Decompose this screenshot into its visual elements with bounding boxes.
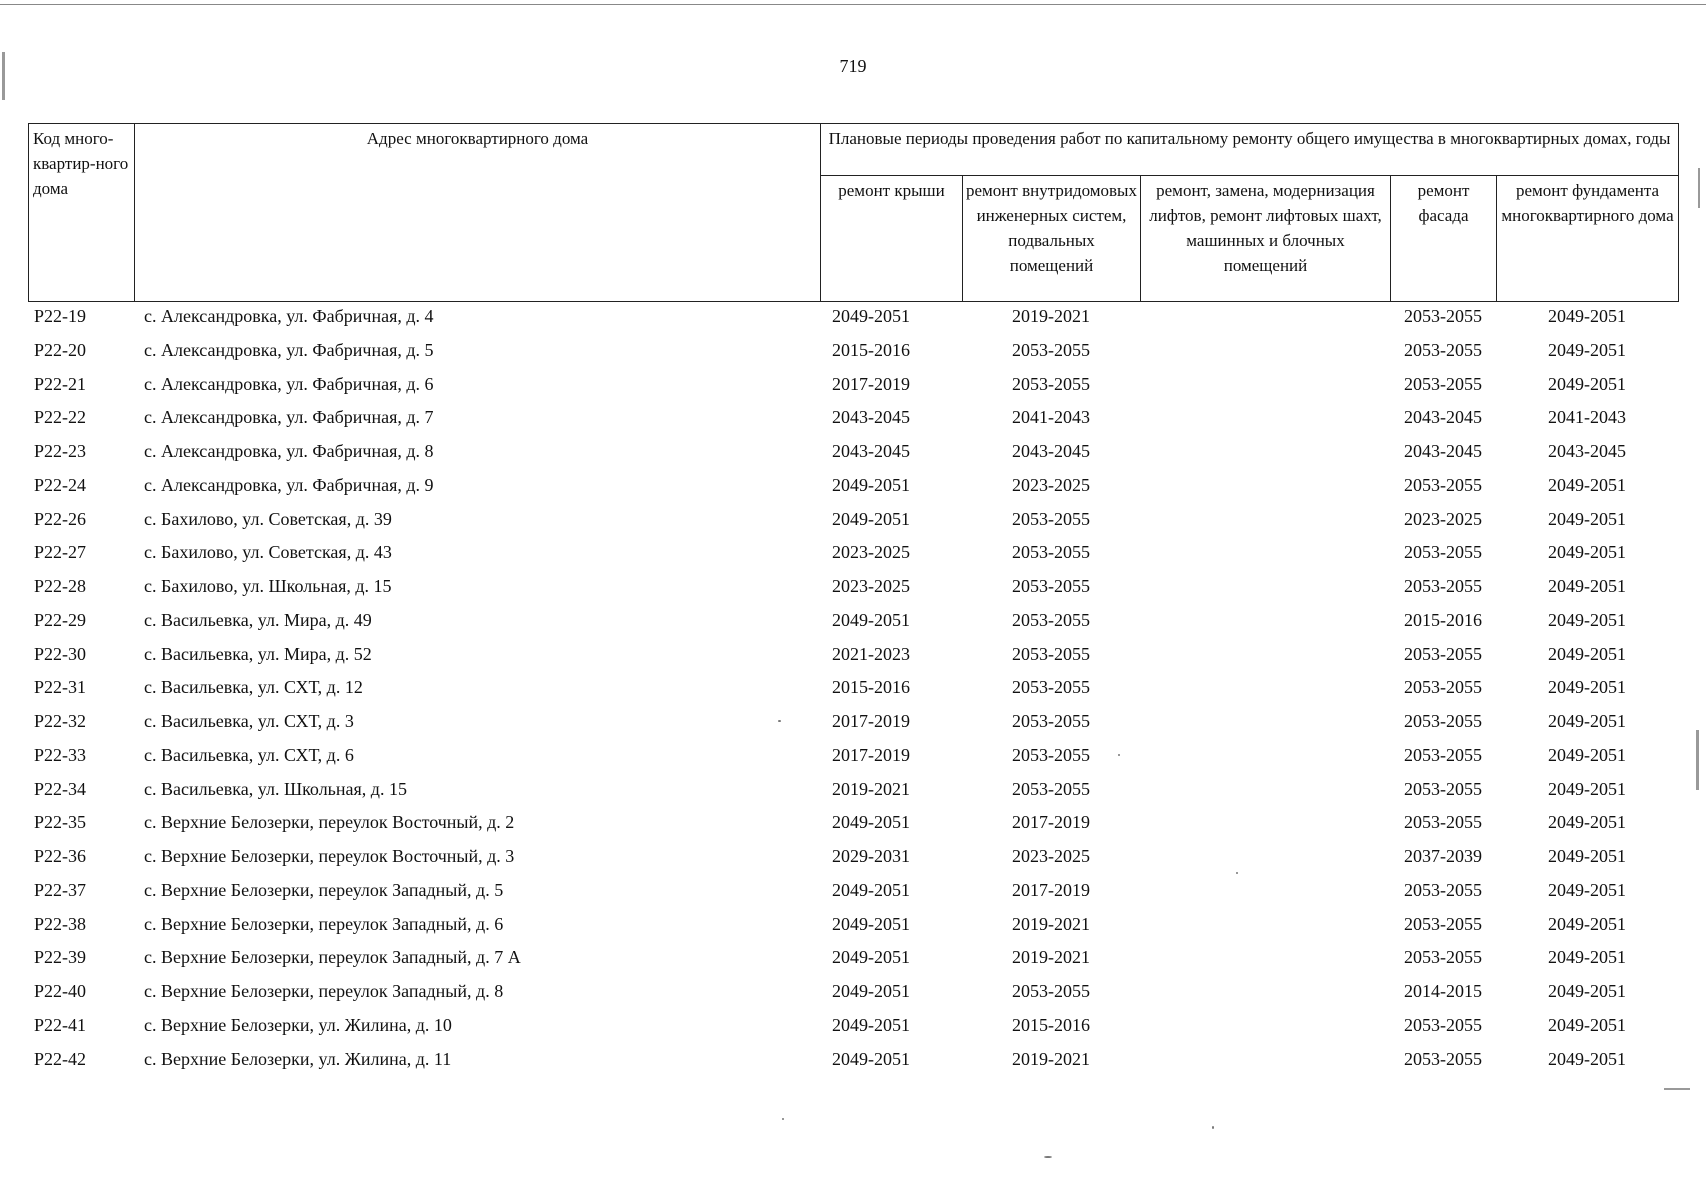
cell-address: с. Верхние Белозерки, переулок Западный, д. 8 (144, 981, 504, 1001)
cell-code: Р22-30 (34, 643, 87, 664)
table-row (28, 947, 1678, 981)
cell-engineering: 2017-2019 (1012, 879, 1090, 900)
cell-engineering: 2053-2055 (1012, 576, 1090, 596)
cell-roof: 2043-2045 (832, 441, 910, 461)
cell-address: с. Верхние Белозерки, ул. Жилина, д. 11 (144, 1048, 452, 1069)
cell-facade: 2053-2055 (1404, 879, 1482, 900)
scan-edge-mark (1664, 1088, 1690, 1090)
cell-foundation: 2049-2051 (1548, 373, 1626, 394)
cell-elevators (1140, 306, 1390, 340)
cell-address: с. Верхние Белозерки, переулок Западный, д. 6 (144, 913, 504, 934)
cell-address: с. Верхние Белозерки, переулок Восточный, д. 2 (144, 812, 515, 833)
cell-facade: 2053-2055 (1404, 778, 1482, 799)
table-row (28, 340, 1678, 374)
cell-address: с. Васильевка, ул. Мира, д. 52 (144, 643, 372, 664)
cell-facade: 2053-2055 (1404, 474, 1482, 495)
cell-elevators (1140, 374, 1390, 408)
cell-facade: 2023-2025 (1404, 508, 1482, 529)
cell-address: с. Бахилово, ул. Советская, д. 39 (144, 508, 392, 529)
cell-elevators (1140, 677, 1390, 711)
cell-address: с. Бахилово, ул. Школьная, д. 15 (144, 576, 392, 596)
cell-code: Р22-40 (34, 981, 87, 1001)
cell-engineering: 2053-2055 (1012, 981, 1090, 1001)
cell-facade: 2053-2055 (1404, 339, 1482, 360)
cell-roof: 2019-2021 (832, 778, 910, 799)
cell-address: с. Александровка, ул. Фабричная, д. 5 (144, 339, 434, 360)
cell-elevators (1140, 441, 1390, 475)
cell-engineering: 2053-2055 (1012, 744, 1090, 765)
cell-facade: 2015-2016 (1404, 609, 1482, 630)
cell-facade: 2014-2015 (1404, 981, 1482, 1001)
cell-code: Р22-39 (34, 947, 87, 968)
table-row (28, 542, 1678, 576)
cell-facade: 2053-2055 (1404, 542, 1482, 563)
table-row (28, 846, 1678, 880)
cell-facade: 2053-2055 (1404, 1048, 1482, 1069)
cell-facade: 2053-2055 (1404, 373, 1482, 394)
cell-code: Р22-20 (34, 339, 87, 360)
cell-code: Р22-32 (34, 711, 87, 731)
cell-facade: 2053-2055 (1404, 711, 1482, 731)
table-row (28, 509, 1678, 543)
data-rows (28, 306, 1678, 1082)
cell-address: с. Александровка, ул. Фабричная, д. 9 (144, 474, 434, 495)
cell-elevators (1140, 1015, 1390, 1049)
cell-code: Р22-33 (34, 744, 87, 765)
cell-foundation: 2049-2051 (1548, 643, 1626, 664)
cell-foundation: 2043-2045 (1548, 441, 1626, 461)
cell-code: Р22-29 (34, 609, 87, 630)
cell-roof: 2049-2051 (832, 474, 910, 495)
cell-code: Р22-28 (34, 576, 87, 596)
cell-foundation: 2049-2051 (1548, 677, 1626, 698)
table-row (28, 576, 1678, 610)
cell-engineering: 2019-2021 (1012, 913, 1090, 934)
table-row (28, 475, 1678, 509)
cell-facade: 2043-2045 (1404, 441, 1482, 461)
cell-code: Р22-23 (34, 441, 87, 461)
cell-code: Р22-26 (34, 508, 87, 529)
cell-roof: 2023-2025 (832, 576, 910, 596)
cell-foundation: 2049-2051 (1548, 542, 1626, 563)
scan-speck (782, 1118, 784, 1120)
cell-elevators (1140, 576, 1390, 610)
header-foundation: ремонт фундамента многоквартирного дома (1497, 176, 1679, 302)
cell-foundation: 2049-2051 (1548, 744, 1626, 765)
cell-code: Р22-35 (34, 812, 87, 833)
cell-roof: 2049-2051 (832, 1048, 910, 1069)
cell-roof: 2021-2023 (832, 643, 910, 664)
cell-roof: 2043-2045 (832, 407, 910, 428)
cell-roof: 2017-2019 (832, 373, 910, 394)
table-row (28, 644, 1678, 678)
cell-roof: 2023-2025 (832, 542, 910, 563)
cell-engineering: 2053-2055 (1012, 643, 1090, 664)
table-row (28, 711, 1678, 745)
cell-facade: 2053-2055 (1404, 744, 1482, 765)
header-facade: ремонт фасада (1391, 176, 1497, 302)
table-row (28, 779, 1678, 813)
cell-foundation: 2049-2051 (1548, 778, 1626, 799)
cell-facade: 2053-2055 (1404, 677, 1482, 698)
cell-engineering: 2053-2055 (1012, 609, 1090, 630)
cell-facade: 2037-2039 (1404, 846, 1482, 866)
cell-elevators (1140, 610, 1390, 644)
cell-roof: 2017-2019 (832, 744, 910, 765)
cell-engineering: 2053-2055 (1012, 508, 1090, 529)
cell-engineering: 2053-2055 (1012, 373, 1090, 394)
cell-roof: 2015-2016 (832, 339, 910, 360)
cell-code: Р22-36 (34, 846, 87, 866)
cell-roof: 2049-2051 (832, 1014, 910, 1035)
cell-engineering: 2019-2021 (1012, 1048, 1090, 1069)
scan-speck (1236, 872, 1238, 874)
cell-foundation: 2049-2051 (1548, 1048, 1626, 1069)
cell-engineering: 2053-2055 (1012, 339, 1090, 360)
cell-elevators (1140, 981, 1390, 1015)
cell-roof: 2029-2031 (832, 846, 910, 866)
cell-foundation: 2049-2051 (1548, 913, 1626, 934)
cell-engineering: 2019-2021 (1012, 306, 1090, 326)
cell-address: с. Александровка, ул. Фабричная, д. 6 (144, 373, 434, 394)
cell-foundation: 2049-2051 (1548, 306, 1626, 326)
table-row (28, 914, 1678, 948)
cell-elevators (1140, 880, 1390, 914)
cell-elevators (1140, 509, 1390, 543)
table-row (28, 306, 1678, 340)
cell-engineering: 2019-2021 (1012, 947, 1090, 968)
table-row (28, 374, 1678, 408)
cell-roof: 2049-2051 (832, 609, 910, 630)
cell-address: с. Верхние Белозерки, переулок Восточный, д. 3 (144, 846, 515, 866)
cell-elevators (1140, 475, 1390, 509)
scan-edge-mark (2, 52, 5, 100)
cell-engineering: 2015-2016 (1012, 1014, 1090, 1035)
cell-address: с. Васильевка, ул. СХТ, д. 3 (144, 711, 354, 731)
cell-facade: 2053-2055 (1404, 947, 1482, 968)
cell-elevators (1140, 779, 1390, 813)
cell-roof: 2017-2019 (832, 711, 910, 731)
cell-engineering: 2017-2019 (1012, 812, 1090, 833)
cell-facade: 2053-2055 (1404, 306, 1482, 326)
table-row (28, 981, 1678, 1015)
page-number: 719 (839, 56, 867, 76)
table-row (28, 407, 1678, 441)
cell-engineering: 2043-2045 (1012, 441, 1090, 461)
header-roof: ремонт крыши (821, 176, 963, 302)
cell-code: Р22-19 (34, 306, 87, 326)
cell-code: Р22-21 (34, 373, 87, 394)
cell-code: Р22-41 (34, 1014, 87, 1035)
cell-foundation: 2049-2051 (1548, 508, 1626, 529)
table-row (28, 677, 1678, 711)
cell-elevators (1140, 914, 1390, 948)
cell-engineering: 2053-2055 (1012, 677, 1090, 698)
cell-foundation: 2049-2051 (1548, 474, 1626, 495)
header-code: Код много-квартир-ного дома (29, 124, 135, 302)
scan-speck (1118, 754, 1120, 756)
cell-elevators (1140, 846, 1390, 880)
cell-facade: 2053-2055 (1404, 1014, 1482, 1035)
cell-engineering: 2023-2025 (1012, 846, 1090, 866)
cell-code: Р22-34 (34, 778, 87, 799)
table-row (28, 880, 1678, 914)
cell-address: с. Верхние Белозерки, ул. Жилина, д. 10 (144, 1014, 452, 1035)
cell-foundation: 2049-2051 (1548, 339, 1626, 360)
cell-roof: 2049-2051 (832, 947, 910, 968)
cell-elevators (1140, 644, 1390, 678)
header-address: Адрес многоквартирного дома (135, 124, 821, 302)
header-periods: Плановые периоды проведения работ по капитальному ремонту общего имущества в многоквартирных домах, годы (821, 124, 1679, 176)
cell-address: с. Александровка, ул. Фабричная, д. 8 (144, 441, 434, 461)
cell-engineering: 2041-2043 (1012, 407, 1090, 428)
table-row (28, 441, 1678, 475)
header-engineering: ремонт внутридомовых инженерных систем, подвальных помещений (963, 176, 1141, 302)
cell-address: с. Александровка, ул. Фабричная, д. 4 (144, 306, 434, 326)
cell-engineering: 2053-2055 (1012, 711, 1090, 731)
cell-code: Р22-42 (34, 1048, 87, 1069)
cell-elevators (1140, 745, 1390, 779)
cell-code: Р22-31 (34, 677, 87, 698)
cell-roof: 2049-2051 (832, 981, 910, 1001)
cell-code: Р22-27 (34, 542, 87, 563)
table-row (28, 1049, 1678, 1083)
cell-address: с. Васильевка, ул. СХТ, д. 6 (144, 744, 354, 765)
cell-foundation: 2041-2043 (1548, 407, 1626, 428)
cell-foundation: 2049-2051 (1548, 711, 1626, 731)
cell-facade: 2053-2055 (1404, 812, 1482, 833)
cell-elevators (1140, 812, 1390, 846)
cell-elevators (1140, 947, 1390, 981)
cell-address: с. Васильевка, ул. Мира, д. 49 (144, 609, 372, 630)
cell-foundation: 2049-2051 (1548, 879, 1626, 900)
data-table (28, 306, 1678, 1082)
cell-foundation: 2049-2051 (1548, 1014, 1626, 1035)
cell-address: с. Бахилово, ул. Советская, д. 43 (144, 542, 392, 563)
table-row (28, 812, 1678, 846)
table-row (28, 610, 1678, 644)
cell-roof: 2049-2051 (832, 913, 910, 934)
cell-elevators (1140, 542, 1390, 576)
cell-address: с. Верхние Белозерки, переулок Западный, д. 7 А (144, 947, 521, 968)
cell-foundation: 2049-2051 (1548, 846, 1626, 866)
scan-edge-mark (1696, 730, 1699, 790)
cell-address: с. Васильевка, ул. Школьная, д. 15 (144, 778, 407, 799)
cell-code: Р22-38 (34, 913, 87, 934)
cell-elevators (1140, 340, 1390, 374)
cell-engineering: 2053-2055 (1012, 778, 1090, 799)
cell-facade: 2053-2055 (1404, 643, 1482, 664)
cell-roof: 2049-2051 (832, 812, 910, 833)
table-row (28, 745, 1678, 779)
table-row (28, 1015, 1678, 1049)
cell-foundation: 2049-2051 (1548, 981, 1626, 1001)
cell-facade: 2053-2055 (1404, 913, 1482, 934)
cell-address: с. Верхние Белозерки, переулок Западный, д. 5 (144, 879, 504, 900)
cell-foundation: 2049-2051 (1548, 947, 1626, 968)
cell-code: Р22-24 (34, 474, 87, 495)
cell-engineering: 2053-2055 (1012, 542, 1090, 563)
table-header (28, 123, 1679, 302)
scan-speck (778, 720, 781, 722)
cell-code: Р22-22 (34, 407, 87, 428)
cell-roof: 2015-2016 (832, 677, 910, 698)
cell-foundation: 2049-2051 (1548, 812, 1626, 833)
scan-speck (1212, 1126, 1214, 1129)
cell-code: Р22-37 (34, 879, 87, 900)
cell-engineering: 2023-2025 (1012, 474, 1090, 495)
scan-edge-line (0, 4, 1706, 5)
cell-facade: 2043-2045 (1404, 407, 1482, 428)
cell-elevators (1140, 407, 1390, 441)
cell-roof: 2049-2051 (832, 508, 910, 529)
header-elevators: ремонт, замена, модернизация лифтов, ремонт лифтовых шахт, машинных и блочных помещений (1141, 176, 1391, 302)
cell-foundation: 2049-2051 (1548, 576, 1626, 596)
cell-roof: 2049-2051 (832, 879, 910, 900)
cell-roof: 2049-2051 (832, 306, 910, 326)
cell-address: с. Александровка, ул. Фабричная, д. 7 (144, 407, 434, 428)
cell-facade: 2053-2055 (1404, 576, 1482, 596)
cell-elevators (1140, 711, 1390, 745)
cell-address: с. Васильевка, ул. СХТ, д. 12 (144, 677, 363, 698)
scan-edge-mark (1698, 168, 1700, 208)
cell-elevators (1140, 1049, 1390, 1083)
scan-speck (1044, 1156, 1052, 1158)
cell-foundation: 2049-2051 (1548, 609, 1626, 630)
